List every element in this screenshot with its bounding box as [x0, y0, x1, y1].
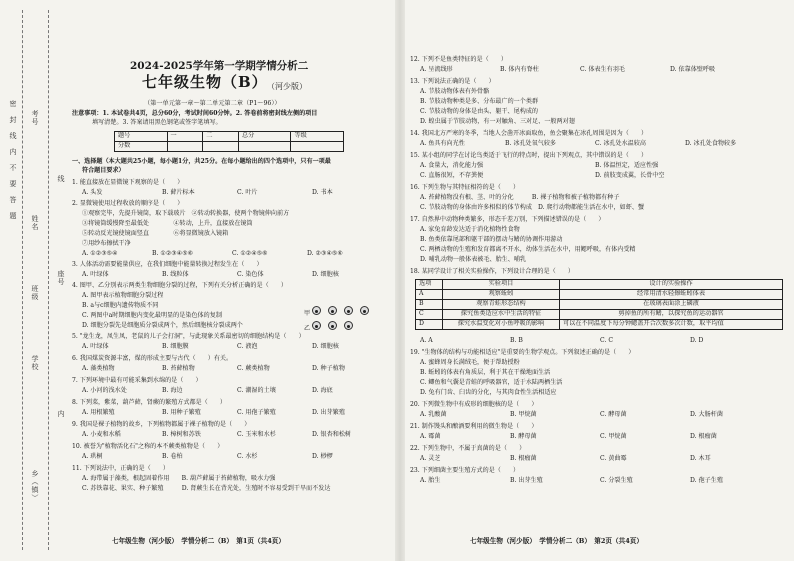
- binding-strip: [0, 0, 70, 561]
- table-row: [416, 310, 783, 320]
- q1-option-b[interactable]: B. 藓片标本: [162, 189, 195, 196]
- q15-option-c[interactable]: C. 直肠很短，不存粪便: [420, 172, 484, 179]
- q1-option-c[interactable]: C. 叶片: [237, 189, 258, 196]
- table-row: [416, 320, 783, 330]
- q19-option-b[interactable]: B. 蚯蚓的体表有角质层，利于其在干燥地面生活: [420, 369, 551, 376]
- q7-option-a[interactable]: A. 小河的浅水处: [82, 387, 127, 394]
- q5-option-b[interactable]: B. 细胞膜: [162, 343, 189, 350]
- q2-statement-b: ③将镜筒缓慢降至最低处 ④转动，上升，直接放在镜筒: [82, 220, 253, 227]
- notice-line-1: 注意事项：1. 本试卷共4页，总分60分，考试时间60分钟。2. 答卷前将密封线左侧的项目: [72, 110, 318, 117]
- q3-option-a[interactable]: A. 叶绿体: [82, 271, 109, 278]
- score-table-header: [115, 132, 344, 142]
- cell-nucleus: [315, 325, 318, 328]
- q13-option-d[interactable]: D. 蝗虫属于节肢动物，有一对触角、三对足、一般两对翅: [420, 118, 575, 125]
- q17-option-b[interactable]: B. 鱼类依靠尾部和躯干部的摆动与鳍的协调作用游动: [420, 236, 563, 243]
- question-15: 15. 某小组的同学在讨论鸟类适于飞行的特点时，提出下列观点，其中错误的是（ ）: [410, 152, 648, 159]
- exam-title: 2024-2025学年第一学期学情分析二: [130, 60, 309, 72]
- question-1: 1. 能直接放在显微镜下观察的是（ ）: [72, 179, 184, 186]
- table-cell: D: [416, 320, 443, 330]
- q19-option-a[interactable]: A. 蜜蜂周身长满绒毛，便于帮助授粉: [420, 359, 520, 366]
- q2-option-d[interactable]: D. ②③④⑤⑥: [307, 250, 343, 257]
- score-input-cell[interactable]: [238, 142, 291, 152]
- q21-option-d[interactable]: D. 根瘤菌: [690, 433, 717, 440]
- cell-shape: [312, 306, 321, 315]
- exam-subject: 七年级生物（B）: [142, 73, 268, 91]
- q11-options-cd[interactable]: C. 苏铁靠花、果实、种子繁殖 D. 肾蕨生长在背光处，生殖时不容易受到干旱而不发达: [82, 485, 331, 492]
- q9-option-a[interactable]: A. 小麦和水稻: [82, 431, 121, 438]
- question-9: 9. 我国是裸子植物的故乡，下列植物都属于裸子植物的是（ ）: [72, 421, 251, 428]
- exam-edition: （河少版）: [267, 82, 307, 91]
- seal-line-text: 密 封 线 内 不 要 答 题: [9, 100, 17, 220]
- question-11: 11. 下列说法中，正确的是（ ）: [72, 465, 169, 472]
- table-cell: 探究水温变化对小鱼呼吸的影响: [443, 320, 560, 330]
- cell-shape: [312, 321, 321, 330]
- table-row: [416, 300, 783, 310]
- q7-option-b[interactable]: B. 海边: [162, 387, 183, 394]
- cell-shape: [328, 306, 337, 315]
- figure-label-jia: 甲: [304, 310, 311, 317]
- q23-option-a[interactable]: A. 胎生: [420, 477, 441, 484]
- q1-option-a[interactable]: A. 头发: [82, 189, 103, 196]
- section-1-heading: 一、选择题（本大题共25小题，每小题1分，共25分。在每小题给出的四个选项中，只有一项最: [72, 158, 331, 165]
- experiment-table: [415, 279, 783, 330]
- question-3: 3. 人体活动需要能量供应，在我们细胞中能量转换过程发生在（ ）: [72, 261, 263, 268]
- q8-option-c[interactable]: C. 用孢子繁殖: [237, 409, 276, 416]
- q22-option-b[interactable]: B. 根瘤菌: [510, 455, 537, 462]
- q18-option-d[interactable]: D. D: [690, 337, 704, 344]
- class-field-label: 班级: [31, 285, 39, 301]
- q2-option-c[interactable]: C. ①②④⑤⑥: [232, 250, 268, 257]
- question-5: 5. "龙生龙，凤生凤，老鼠的儿子会打洞"，与此现象关系最密切的细胞结构是（ ）: [72, 333, 305, 340]
- page-fold: [395, 0, 405, 561]
- seal-char-nei: 内: [57, 410, 65, 418]
- table-cell: 实验项目: [443, 280, 560, 290]
- q2-statement-c: ⑤转动反光镜使镜面竖直 ⑥将显微镜放入镜箱: [82, 230, 229, 237]
- question-6: 6. 我国煤炭资源丰富，煤的形成主要与古代（ ）有关。: [72, 355, 233, 362]
- question-13: 13. 下列说法正确的是（ ）: [410, 78, 495, 85]
- question-21: 21. 制作馒头和酿酒要利用的微生物是（ ）: [410, 423, 538, 430]
- q20-option-b[interactable]: B. 甲烷菌: [510, 411, 537, 418]
- q4-option-a[interactable]: A. 图甲表示植物细胞分裂过程: [82, 292, 164, 299]
- q14-option-c[interactable]: C. 冰孔处水温较高: [595, 140, 646, 147]
- q15-option-b[interactable]: B. 体温恒定，适应性强: [595, 162, 659, 169]
- q2-statement-d: ⑦用纱布擦拭干净: [82, 240, 131, 247]
- score-table-row: [115, 142, 344, 152]
- q10-option-d[interactable]: D. 桫椤: [312, 453, 333, 460]
- table-cell: 可以在不同温度下每分钟鳃盖开合次数多次计数，取平均值: [560, 320, 783, 330]
- q2-statement-a: ①观察完毕，先提升镜筒，取下载玻片 ②转动转换器，使两个物镜伸向前方: [82, 210, 290, 217]
- question-2: 2. 显微镜使用过程收放的顺序是（ ）: [72, 200, 184, 207]
- q17-option-d[interactable]: D. 哺乳动物一般体表被毛、胎生、哺乳: [420, 256, 527, 263]
- table-cell: C: [416, 310, 443, 320]
- q16-options-cd[interactable]: C. 节肢动物的身体由许多相似的体节构成 D. 爬行动物都能生活在水中，如虾、蟹: [420, 204, 645, 211]
- q2-option-a[interactable]: A. ①②③⑤④: [82, 250, 118, 257]
- q14-option-a[interactable]: A. 鱼具有向光性: [420, 140, 465, 147]
- q4-option-c[interactable]: C. 两图中a时期细胞内变化最明显的是染色体的复制: [82, 312, 222, 319]
- figure-cell-division-jia: [312, 305, 402, 315]
- q20-option-a[interactable]: A. 乳酸菌: [420, 411, 447, 418]
- score-input-cell[interactable]: [203, 142, 239, 152]
- question-7: 7. 下列环境中最有可能采集到水绵的是（ ）: [72, 377, 202, 384]
- cell-nucleus: [315, 310, 318, 313]
- question-8: 8. 下列菜，紫菜，葫芦藓，肾蕨的繁殖方式都是（ ）: [72, 399, 227, 406]
- question-19: 19. "生物体的结构与功能相适应"是重要的生物学观点。下列叙述正确的是（ ）: [410, 349, 635, 356]
- q16-options-ab[interactable]: A. 苔藓植物没有根、茎、叶的分化 B. 裸子植物和被子植物都有种子: [420, 194, 620, 201]
- question-17: 17. 自然界中动物种类繁多，形态千差万别，下列描述错误的是（ ）: [410, 216, 605, 223]
- table-cell: 观察青蛙形态结构: [443, 300, 560, 310]
- score-table: [114, 131, 344, 152]
- table-cell: 经常用清水轻擦蚯蚓体表: [560, 290, 783, 300]
- q23-option-c[interactable]: C. 分裂生殖: [600, 477, 633, 484]
- table-cell: 总分: [238, 132, 291, 142]
- q12-option-c[interactable]: C. 体表生有羽毛: [580, 66, 625, 73]
- q10-option-c[interactable]: C. 水杉: [237, 453, 258, 460]
- table-cell: 观察蚯蚓: [443, 290, 560, 300]
- question-4: 4. 图甲、乙分别表示两类生物细胞分裂的过程，下列有关分析正确的是（ ）: [72, 282, 287, 289]
- q10-option-b[interactable]: B. 卷柏: [162, 453, 183, 460]
- q1-option-d[interactable]: D. 书本: [312, 189, 333, 196]
- q12-option-b[interactable]: B. 体内有脊柱: [500, 66, 539, 73]
- table-cell: 选项: [416, 280, 443, 290]
- table-cell: 探究鱼类适应水中生活的特征: [443, 310, 560, 320]
- exam-number-field-label: 考号: [31, 110, 39, 126]
- q9-option-b[interactable]: B. 樟树和苏铁: [162, 431, 201, 438]
- cell-nucleus: [347, 325, 350, 328]
- q18-option-b[interactable]: B. B: [510, 337, 523, 344]
- q18-option-c[interactable]: C. C: [600, 337, 613, 344]
- table-cell: 分数: [115, 142, 168, 152]
- table-cell: B: [416, 300, 443, 310]
- q11-options-ab[interactable]: A. 海带属于藻类，根起固着作用 B. 葫芦藓属于苔藓植物，吸水力强: [82, 475, 276, 482]
- q6-option-c[interactable]: C. 蕨类植物: [237, 365, 270, 372]
- section-1-heading-cont: 符合题目要求）: [82, 167, 125, 174]
- q2-option-b[interactable]: B. ①②③④⑤⑥: [152, 250, 194, 257]
- table-cell: 二: [203, 132, 239, 142]
- notice-line-2: 填写清楚。3. 答案请用黑色钢笔或签字笔填写。: [92, 119, 222, 126]
- q5-option-d[interactable]: D. 细胞核: [312, 343, 339, 350]
- q6-option-b[interactable]: B. 苔藓植物: [162, 365, 195, 372]
- question-12: 12. 下列不是鱼类特征的是（ ）: [410, 56, 507, 63]
- q13-option-c[interactable]: C. 节肢动物的身体是由头、躯干、尾构成的: [420, 108, 539, 115]
- question-14: 14. 我国北方严寒的冬季，当地人会凿开冰面取鱼，鱼会聚集在冰孔周围是因为（ ）: [410, 130, 648, 137]
- q14-option-d[interactable]: D. 冰孔处食物较多: [685, 140, 737, 147]
- footer-page-1: 七年级生物（河少版） 学情分析二（B） 第1页（共4页）: [112, 537, 285, 545]
- question-16: 16. 下列生物与其特征相符的是（ ）: [410, 184, 520, 191]
- q7-option-d[interactable]: D. 海底: [312, 387, 333, 394]
- q20-option-c[interactable]: C. 酵母菌: [600, 411, 627, 418]
- q4-option-b[interactable]: B. a与c细胞内遗传物质不同: [82, 302, 159, 309]
- q21-option-a[interactable]: A. 霉菌: [420, 433, 441, 440]
- cell-nucleus: [363, 310, 366, 313]
- score-input-cell[interactable]: [167, 142, 203, 152]
- q8-option-d[interactable]: D. 出芽繁殖: [312, 409, 345, 416]
- q20-option-d[interactable]: D. 大肠杆菌: [690, 411, 723, 418]
- q22-option-c[interactable]: C. 黄曲霉: [600, 455, 627, 462]
- q8-option-a[interactable]: A. 用根繁殖: [82, 409, 115, 416]
- q21-option-b[interactable]: B. 酵母菌: [510, 433, 537, 440]
- q10-option-a[interactable]: A. 珙桐: [82, 453, 103, 460]
- q17-option-a[interactable]: A. 家兔育龄发达适于消化植物性食物: [420, 226, 520, 233]
- q22-option-d[interactable]: D. 木耳: [690, 455, 711, 462]
- cell-nucleus: [331, 310, 334, 313]
- table-cell: A: [416, 290, 443, 300]
- q17-option-c[interactable]: C. 两栖动物的生殖和发育都离不开水，幼体生活在水中，用鳃呼吸，有体内受精: [420, 246, 636, 253]
- q5-option-a[interactable]: A. 叶绿体: [82, 343, 109, 350]
- q22-option-a[interactable]: A. 灵芝: [420, 455, 441, 462]
- q7-option-c[interactable]: C. 潮湿的土壤: [237, 387, 276, 394]
- q19-option-c[interactable]: C. 鲫鱼和气囊是青蛙的呼吸器官，适于水陆两栖生活: [420, 379, 563, 386]
- q3-option-d[interactable]: D. 细胞核: [312, 271, 339, 278]
- table-cell: 题号: [115, 132, 168, 142]
- figure-cell-division-yi: [312, 320, 402, 330]
- q13-option-b[interactable]: B. 节肢动物种类是多、分布最广的一个类群: [420, 98, 539, 105]
- q21-option-c[interactable]: C. 甲烷菌: [600, 433, 627, 440]
- footer-page-2: 七年级生物（河少版） 学情分析二（B） 第2页（共4页）: [470, 537, 643, 545]
- q9-option-c[interactable]: C. 玉米和水杉: [237, 431, 276, 438]
- q3-option-c[interactable]: C. 染色体: [237, 271, 264, 278]
- q14-option-b[interactable]: B. 冰孔处氧气较多: [505, 140, 557, 147]
- q5-option-c[interactable]: C. 液泡: [237, 343, 258, 350]
- q15-option-d[interactable]: D. 前肢变成翼，长骨中空: [595, 172, 665, 179]
- table-cell: 在玻璃表面涂上磷液: [560, 300, 783, 310]
- seal-dashed-line-inner: [48, 10, 49, 550]
- table-row: [416, 290, 783, 300]
- township-field-label: 乡（镇）: [31, 470, 39, 502]
- q23-option-b[interactable]: B. 出芽生殖: [510, 477, 543, 484]
- table-cell: 设计的实验操作: [560, 280, 783, 290]
- table-header-row: [416, 280, 783, 290]
- school-field-label: 学校: [31, 355, 39, 371]
- question-10: 10. 被誉为"植物活化石"之称的本不蕨类植物是（ ）: [72, 443, 224, 450]
- score-input-cell[interactable]: [291, 142, 344, 152]
- seal-dashed-line: [22, 10, 23, 550]
- question-20: 20. 下列微生物中有成形的细胞核的是（ ）: [410, 401, 538, 408]
- seat-number-field-label: 座号: [57, 270, 65, 286]
- q15-option-a[interactable]: A. 食量大，消化能力强: [420, 162, 484, 169]
- q8-option-b[interactable]: B. 用种子繁殖: [162, 409, 201, 416]
- q6-option-a[interactable]: A. 藻类植物: [82, 365, 115, 372]
- question-23: 23. 下列细菌主要生殖方式的是（ ）: [410, 467, 520, 474]
- cell-shape: [344, 306, 353, 315]
- table-cell: 剪掉鱼的所有鳍，以探究鱼的运动器官: [560, 310, 783, 320]
- q9-option-d[interactable]: D. 银杏和松树: [312, 431, 352, 438]
- q18-option-a[interactable]: A. A: [420, 337, 433, 344]
- question-18: 18. 某同学设计了相关实验操作，下列设计合理的是（ ）: [410, 268, 574, 275]
- table-cell: 等级: [291, 132, 344, 142]
- q23-option-d[interactable]: D. 孢子生殖: [690, 477, 723, 484]
- page-2: [410, 0, 788, 561]
- cell-nucleus: [347, 310, 350, 313]
- question-22: 22. 下列生物中，不属于真菌的是（ ）: [410, 445, 526, 452]
- q12-option-a[interactable]: A. 呈流线形: [420, 66, 453, 73]
- q19-option-d[interactable]: D. 兔有门齿、臼齿的分化，与其肉食性生活相适应: [420, 389, 557, 396]
- exam-scope: （第一单元第一章～第二单元第二章（P1～96））: [144, 100, 281, 107]
- q13-option-a[interactable]: A. 节肢动物体表有外骨骼: [420, 88, 490, 95]
- cell-shape: [328, 321, 337, 330]
- table-cell: 一: [167, 132, 203, 142]
- q3-option-b[interactable]: B. 线粒体: [162, 271, 189, 278]
- cell-shape: [360, 306, 369, 315]
- cell-nucleus: [331, 325, 334, 328]
- name-field-label: 姓名: [31, 215, 39, 231]
- page-1: [72, 0, 392, 561]
- q6-option-d[interactable]: D. 种子植物: [312, 365, 345, 372]
- seal-char-xian: 线: [57, 175, 65, 183]
- q12-option-d[interactable]: D. 依靠体壁呼吸: [670, 66, 716, 73]
- figure-label-yi: 乙: [304, 325, 311, 332]
- cell-shape: [344, 321, 353, 330]
- q4-option-d[interactable]: D. 细胞分裂先是细胞质分裂成两个，然后细胞核分裂成两个: [82, 322, 243, 329]
